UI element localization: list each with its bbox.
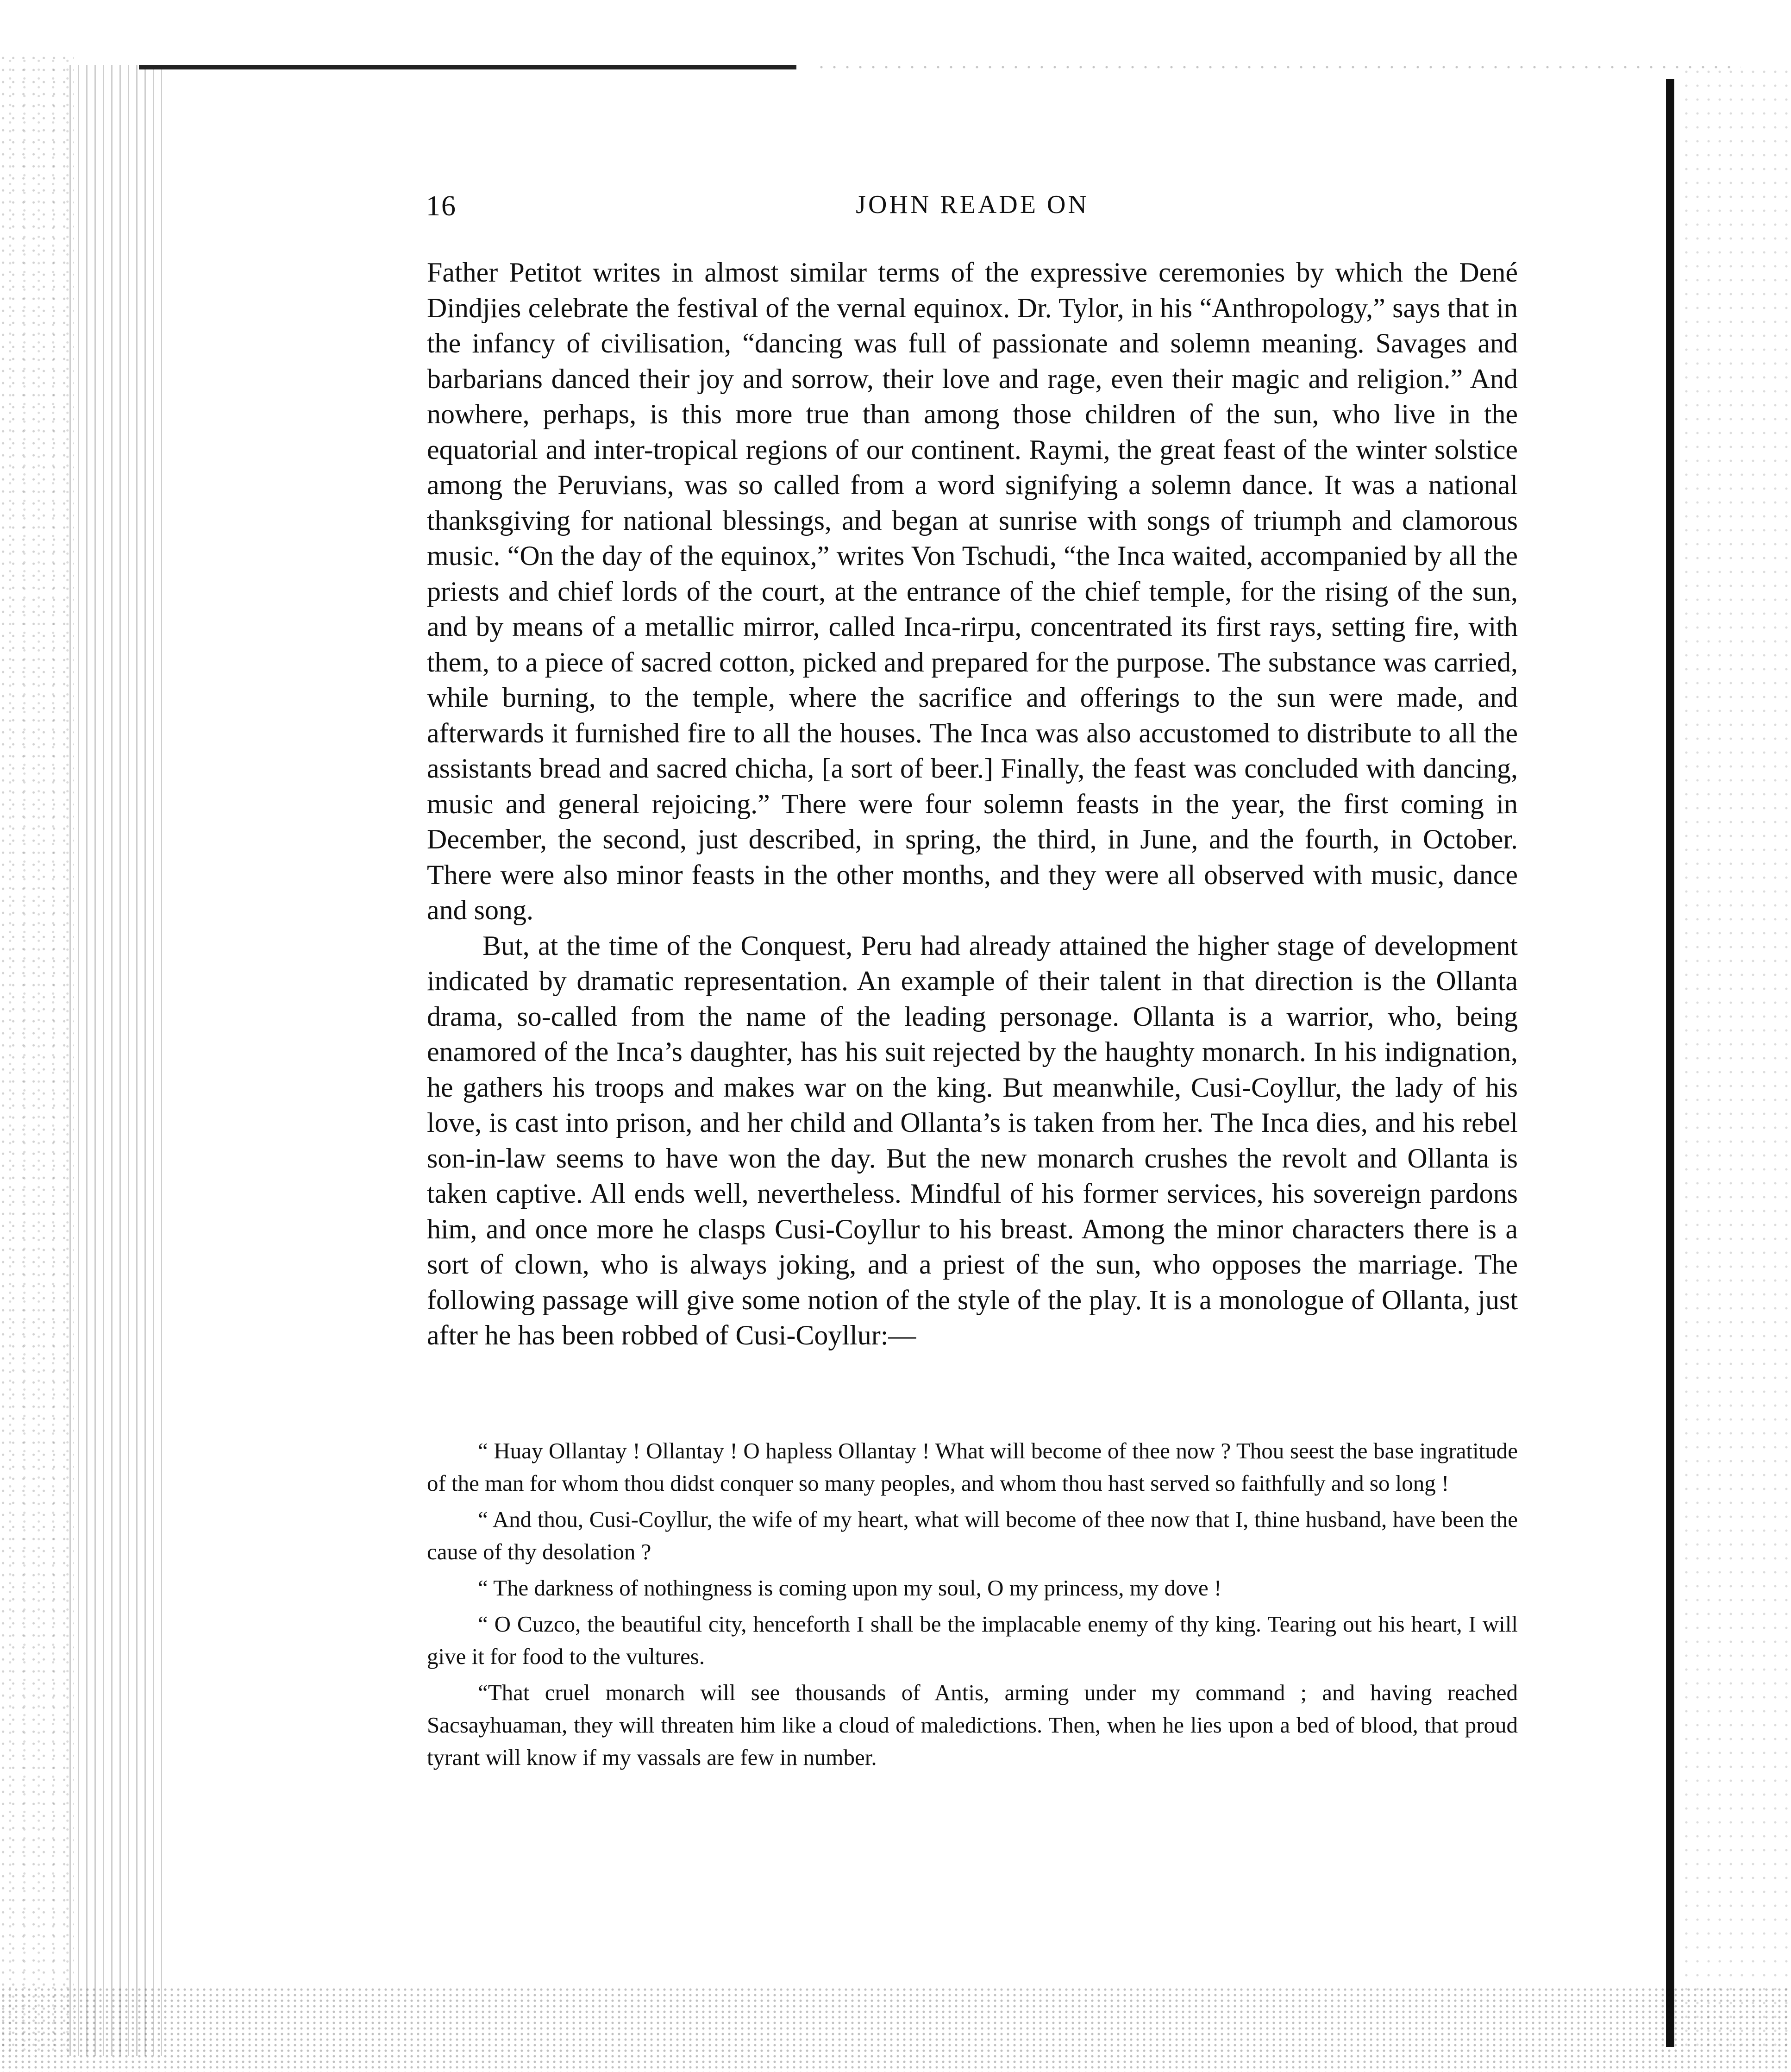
quote-paragraph: “ O Cuzco, the beautiful city, henceforth I shall be the implacable enemy of thy king. Tearing out his heart, I will give it for food to the vultures.: [427, 1611, 1518, 1669]
scan-top-dots: [815, 64, 1741, 70]
scan-right-rule: [1666, 79, 1674, 2047]
quote-paragraph: “ Huay Ollantay ! Ollantay ! O hapless Ollantay ! What will become of thee now ? Thou seest the base ingratitude of the man for whom thou didst conquer so many peoples, and whom thou hast served so faithfully and so long !: [427, 1438, 1518, 1496]
body-paragraph: But, at the time of the Conquest, Peru had already attained the higher stage of development indicated by dramatic representation. An example of their talent in that direction is the Ollanta drama, so-called from the name of the leading personage. Ollanta is a warrior, who, being enamored of the Inca’s daughter, has his suit rejected by the haughty monarch. In his indignation, he gathers his troops and makes war on the king. But meanwhile, Cusi-Coyllur, the lady of his love, is cast into prison, and her child and Ollanta’s is taken from her. The Inca dies, and his rebel son-in-law seems to have won the day. But the new monarch crushes the revolt and Ollanta is taken captive. All ends well, nevertheless. Mindful of his former services, his sovereign pardons him, and once more he clasps Cusi-Coyllur to his breast. Among the minor characters there is a sort of clown, who is always joking, and a priest of the sun, who opposes the marriage. The following passage will give some notion of the style of the play. It is a monologue of Ollanta, just after he has been robbed of Cusi-Coyllur:—: [427, 930, 1518, 1350]
page-number: 16: [426, 190, 457, 222]
quote-paragraph: “ The darkness of nothingness is coming upon my soul, O my princess, my dove !: [478, 1575, 1222, 1601]
quote-paragraph: “That cruel monarch will see thousands of Antis, arming under my command ; and having reached Sacsayhuaman, they will threaten him like a cloud of maledictions. Then, when he lies upon a bed of blood, that proud tyrant will know if my vassals are few in number.: [427, 1680, 1518, 1770]
scan-left-margin-noise: [0, 56, 74, 2056]
scan-right-margin-noise: [1681, 65, 1791, 2056]
body-paragraph: Father Petitot writes in almost similar terms of the expressive ceremonies by which the Dené Dindjies celebrate the festival of the vernal equinox. Dr. Tylor, in his “Anthropology,” says that in the infancy of civilisation, “dancing was full of passionate and solemn meaning. Savages and barbarians danced their joy and sorrow, their love and rage, even their magic and religion.” And nowhere, perhaps, is this more true than among those children of the sun, who live in the equatorial and inter-tropical regions of our continent. Raymi, the great feast of the winter solstice among the Peruvians, was so called from a word signifying a solemn dance. It was a national thanksgiving for national blessings, and began at sunrise with songs of triumph and clamorous music. “On the day of the equinox,” writes Von Tschudi, “the Inca waited, accompanied by all the priests and chief lords of the court, at the entrance of the chief temple, for the rising of the sun, and by means of a metallic mirror, called Inca-rirpu, concentrated its first rays, setting fire, with them, to a piece of sacred cotton, picked and prepared for the purpose. The substance was carried, while burning, to the temple, where the sacrifice and offerings to the sun were made, and afterwards it furnished fire to all the houses. The Inca was also accustomed to distribute to all the assistants bread and sacred chicha, [a sort of beer.] Finally, the feast was concluded with dancing, music and general rejoicing.” There were four solemn feasts in the year, the first coming in December, the second, just described, in spring, the third, in June, and the fourth, in October. There were also minor feasts in the other months, and they were all observed with music, dance and song.: [427, 257, 1518, 925]
running-head: JOHN READE ON: [856, 190, 1089, 219]
scan-bottom-noise: [0, 1987, 1791, 2072]
quote-paragraph: “ And thou, Cusi-Coyllur, the wife of my heart, what will become of thee now that I, thine husband, have been the cause of thy desolation ?: [427, 1507, 1518, 1564]
block-quote: [427, 1435, 1518, 1777]
scan-binding-edge: [69, 65, 162, 2056]
page-header: [426, 190, 1519, 227]
scan-top-rule: [139, 65, 796, 69]
body-text: [427, 255, 1518, 1353]
